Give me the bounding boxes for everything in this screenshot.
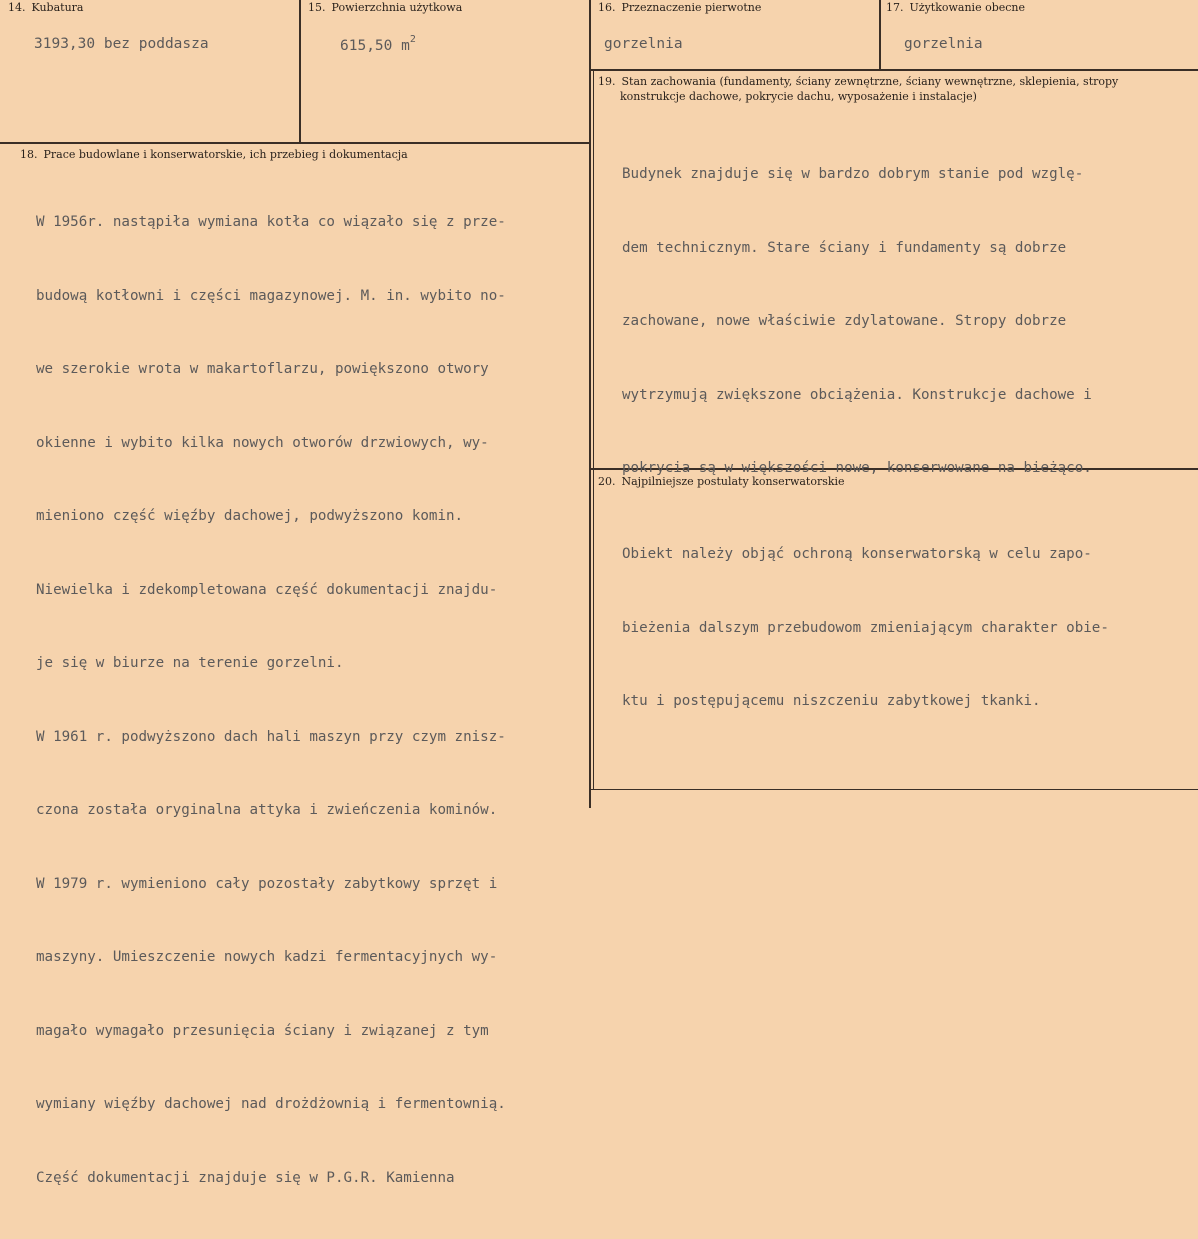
text-line: je się w biurze na terenie gorzelni.: [36, 655, 344, 671]
field-15-value: 615,50 $m^2$: [340, 34, 416, 54]
text-line: mieniono część więźby dachowej, podwyższono komin.: [36, 508, 464, 524]
field-16-value: gorzelnia: [604, 36, 683, 52]
text-line: ktu i postępującemu niszczeniu zabytkowej tkanki.: [622, 693, 1041, 709]
text-line: Niewielka i zdekompletowana część dokumentacji znajdu-: [36, 581, 498, 598]
text-line: wymiany więźby dachowej nad drożdżownią i fermentownią.: [36, 1096, 506, 1112]
field-18-label: 18. Prace budowlane i konserwatorskie, ich przebieg i dokumentacja: [20, 148, 408, 161]
text-line: W 1961 r. podwyższono dach hali maszyn przy czym znisz-: [36, 728, 506, 745]
text-line: dem technicznym. Stare ściany i fundamenty są dobrze: [622, 239, 1067, 256]
field-14-label: 14. Kubatura: [8, 1, 84, 14]
field-15-label: 15. Powierzchnia użytkowa: [308, 1, 463, 14]
text-line: Budynek znajduje się w bardzo dobrym stanie pod wzglę-: [622, 166, 1084, 182]
text-line: magało wymagało przesunięcia ściany i związanej z tym: [36, 1022, 489, 1039]
divider-vertical-16-17: [879, 0, 881, 70]
text-line: czona została oryginalna attyka i zwieńczenia kominów.: [36, 802, 498, 818]
text-line: pokrycia są w większości nowe, konserwowane na bieżąco.: [622, 460, 1092, 476]
text-line: bieżenia dalszym przebudowom zmieniającym charakter obie-: [622, 619, 1109, 636]
divider-right-inner: [593, 70, 594, 790]
field-18-text: [36, 161, 506, 1239]
field-17-value: gorzelnia: [904, 36, 983, 52]
field-19-label: 19. Stan zachowania (fundamenty, ściany zewnętrzne, ściany wewnętrzne, sklepienia, stropy: [598, 75, 1119, 88]
text-line: W 1979 r. wymieniono cały pozostały zabytkowy sprzęt i: [36, 875, 498, 892]
text-line: maszyny. Umieszczenie nowych kadzi fermentacyjnych wy-: [36, 949, 498, 965]
field-19-label-line2: konstrukcje dachowe, pokrycie dachu, wyposażenie i instalacje): [620, 90, 977, 103]
field-19-text: [622, 113, 1092, 530]
text-line: wytrzymują zwiększone obciążenia. Konstrukcje dachowe i: [622, 386, 1092, 403]
field-16-label: 16. Przeznaczenie pierwotne: [598, 1, 762, 14]
text-line: budową kotłowni i części magazynowej. M. in. wybito no-: [36, 287, 506, 304]
text-line: Obiekt należy objąć ochroną konserwatorską w celu zapo-: [622, 546, 1092, 562]
divider-top-row-bottom-right: [590, 69, 1198, 71]
divider-top-row-bottom-left: [0, 142, 590, 144]
field-14-value: 3193,30 bez poddasza: [34, 36, 209, 52]
divider-bottom: [590, 789, 1198, 790]
text-line: zachowane, nowe właściwie zdylatowane. Stropy dobrze: [622, 313, 1067, 329]
text-line: okienne i wybito kilka nowych otworów drzwiowych, wy-: [36, 434, 489, 451]
field-20-label: 20. Najpilniejsze postulaty konserwatorskie: [598, 475, 845, 488]
field-17-label: 17. Użytkowanie obecne: [886, 1, 1025, 14]
text-line: we szerokie wrota w makartoflarzu, powiększono otwory: [36, 361, 489, 377]
text-line: W 1956r. nastąpiła wymiana kotła co wiązało się z prze-: [36, 214, 506, 230]
text-line: Część dokumentacji znajduje się w P.G.R. Kamienna: [36, 1169, 455, 1186]
field-20-text: [622, 493, 1109, 763]
divider-vertical-14-15: [299, 0, 301, 143]
divider-vertical-main: [589, 0, 591, 808]
